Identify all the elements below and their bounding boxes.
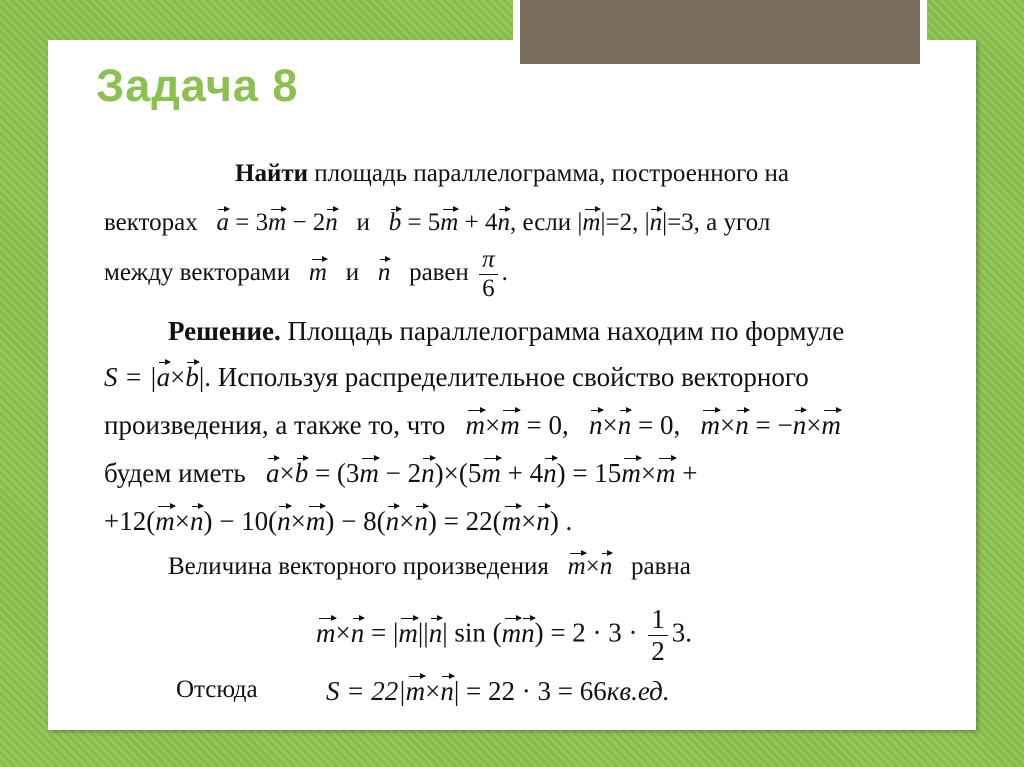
vector-m: m [656, 458, 676, 488]
math-text: × [485, 410, 501, 440]
fraction-denominator: 6 [482, 275, 495, 302]
problem-text: |=3, а угол [662, 209, 771, 236]
math-text: S = | [104, 362, 157, 392]
math-text: ) . [549, 506, 573, 536]
fraction-numerator: 1 [648, 604, 668, 636]
solution-text: Величина векторного произведения [168, 553, 549, 580]
final-label [176, 676, 258, 704]
vector-a: a [156, 362, 171, 392]
problem-bold-word: Найти [235, 160, 309, 187]
math-text: × [174, 506, 190, 536]
math-text: × [399, 506, 415, 536]
problem-text: |=2, | [600, 209, 650, 236]
vector-n: n [589, 410, 603, 440]
vector-n: n [189, 506, 204, 536]
math-text: = 0, [526, 410, 569, 440]
math-text: = | [370, 617, 399, 648]
vector-n: n [421, 458, 435, 488]
vector-n: n [599, 553, 613, 580]
vector-n: n [414, 506, 428, 536]
math-text: × [640, 458, 657, 488]
vector-n: n [735, 410, 749, 440]
problem-text: площадь параллелограмма, построенного на [314, 160, 789, 187]
problem-line-3 [104, 246, 508, 303]
math-text: − 2 [292, 209, 326, 236]
unit-text: кв.ед. [606, 676, 670, 706]
math-text: × [425, 676, 441, 706]
header-tab [520, 0, 920, 64]
vector-m: m [500, 410, 520, 440]
math-text: ) = 22( [427, 506, 502, 536]
vector-m: m [567, 553, 586, 580]
vector-m: m [501, 617, 522, 648]
solution-line-2 [104, 362, 809, 393]
math-text: + 4 [507, 458, 544, 488]
fraction-denominator: 2 [651, 636, 665, 666]
math-text: = 0, [638, 410, 681, 440]
math-text: ) = 15 [556, 458, 622, 488]
vector-m: m [501, 506, 522, 536]
vector-n: n [325, 209, 338, 236]
vector-n: n [543, 458, 557, 488]
math-text: +12( [104, 506, 156, 536]
problem-line-1 [235, 160, 789, 188]
vector-n: n [792, 410, 807, 440]
vector-m: m [700, 410, 720, 440]
vector-m: m [821, 410, 841, 440]
formula-cross-product [316, 604, 692, 667]
fraction-numerator: π [479, 246, 498, 275]
problem-text: векторах [104, 209, 198, 236]
math-text: = 5 [407, 209, 441, 236]
math-text: S = 22| [326, 676, 406, 706]
solution-text: |. Используя распределительное свойство векторного [198, 362, 809, 392]
vector-n: n [428, 617, 443, 648]
solution-line-3 [104, 410, 841, 441]
solution-text: Отсюда [176, 676, 258, 703]
vector-n: n [350, 617, 365, 648]
math-text: ) = 2 · 3 · [534, 617, 638, 648]
math-text: × [719, 410, 736, 440]
final-formula [326, 676, 670, 707]
problem-text: и [345, 259, 360, 287]
vector-m: m [316, 617, 336, 648]
solution-line-6 [168, 553, 691, 581]
solution-text: будем иметь [104, 458, 246, 488]
solution-bold-word: Решение. [168, 316, 281, 346]
vector-n: n [277, 506, 291, 536]
vector-m: m [621, 458, 641, 488]
vector-n: n [521, 617, 535, 648]
vector-n: n [536, 506, 550, 536]
problem-line-2 [104, 209, 770, 237]
math-text: = 3 [235, 209, 269, 236]
math-text: ) − 10( [203, 506, 278, 536]
vector-b: b [294, 458, 309, 488]
math-text: × [170, 362, 186, 392]
vector-a: a [216, 209, 230, 236]
vector-b: b [185, 362, 199, 392]
vector-n: n [385, 506, 400, 536]
math-text: ) − 8( [325, 506, 386, 536]
solution-text: равна [631, 553, 691, 580]
math-text: × [585, 553, 600, 580]
solution-line-1 [168, 316, 844, 347]
slide-title: Задача 8 [96, 60, 299, 111]
fraction-one-half [648, 604, 668, 667]
vector-n: n [497, 209, 510, 236]
math-text: = (3 [314, 458, 360, 488]
vector-n: n [617, 410, 632, 440]
math-text: + [682, 458, 698, 488]
vector-m: m [582, 209, 601, 236]
problem-text: между векторами [104, 259, 291, 287]
math-text: || [417, 617, 429, 648]
vector-m: m [481, 458, 501, 488]
vector-m: m [398, 617, 418, 648]
math-text: × [335, 617, 351, 648]
solution-line-4 [104, 458, 698, 489]
vector-n: n [377, 259, 391, 287]
vector-m: m [405, 676, 426, 706]
solution-line-5 [104, 506, 572, 537]
vector-b: b [388, 209, 402, 236]
math-text: − 2 [385, 458, 422, 488]
vector-a: a [265, 458, 280, 488]
fraction-pi-over-6 [479, 246, 498, 303]
math-text: )×(5 [434, 458, 482, 488]
problem-text: равен [409, 259, 469, 287]
vector-n: n [649, 209, 663, 236]
math-text: × [279, 458, 295, 488]
vector-m: m [440, 209, 459, 236]
vector-m: m [268, 209, 287, 236]
math-text: × [521, 506, 537, 536]
math-text: × [290, 506, 306, 536]
math-text: 3. [671, 617, 693, 648]
math-text: × [602, 410, 618, 440]
problem-text: , если | [509, 209, 583, 236]
problem-text: и [356, 209, 370, 236]
math-text: | sin ( [442, 617, 502, 648]
vector-m: m [465, 410, 486, 440]
math-text: | = 22 · 3 = 66 [453, 676, 607, 706]
math-text: = − [755, 410, 793, 440]
math-text: + 4 [464, 209, 498, 236]
vector-m: m [155, 506, 175, 536]
vector-n: n [440, 676, 454, 706]
solution-text: Площадь параллелограмма находим по формуле [287, 316, 845, 346]
math-text: × [806, 410, 822, 440]
math-text: . [501, 259, 508, 287]
vector-m: m [305, 506, 326, 536]
solution-text: произведения, а также то, что [104, 410, 446, 440]
vector-m: m [359, 458, 379, 488]
vector-m: m [308, 259, 327, 287]
